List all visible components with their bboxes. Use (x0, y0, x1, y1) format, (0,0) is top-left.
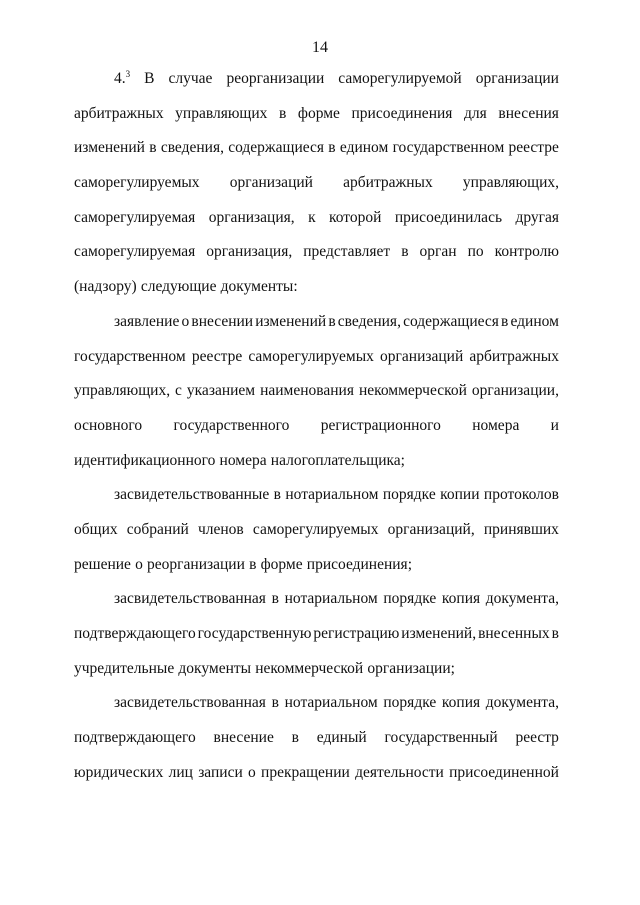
word: другая (515, 208, 559, 226)
text-line (74, 62, 559, 97)
text-line (74, 374, 559, 409)
word: государственном (392, 139, 505, 157)
word: учредительные (74, 659, 175, 677)
word: в (401, 243, 409, 261)
word: сведения, (337, 312, 401, 330)
word: государственную (197, 625, 312, 642)
text-line (74, 513, 559, 548)
word: саморегулируемая (74, 208, 196, 226)
word: присоединения (351, 104, 453, 122)
word: случае (168, 70, 213, 87)
word: организации, (471, 382, 559, 400)
word: внесенных (478, 625, 550, 642)
word: внесении (191, 312, 254, 330)
word: содержащиеся (403, 312, 499, 330)
paragraph (74, 582, 559, 686)
word: В (144, 70, 155, 87)
word: едином (510, 312, 559, 330)
word: юридических (74, 763, 164, 781)
word: контролю (494, 243, 559, 261)
word: изменений, (401, 625, 477, 642)
word: документы (178, 659, 252, 677)
word: управляющих (175, 104, 268, 122)
word: в (271, 694, 279, 712)
word: государственного (173, 416, 290, 434)
word: записи (198, 763, 243, 781)
word: налогоплательщика; (270, 451, 405, 469)
word: в (278, 104, 287, 122)
word: представляет (303, 243, 391, 261)
word: в (249, 555, 257, 573)
word: членов (197, 520, 244, 538)
word: порядке (382, 486, 436, 504)
word: принявших (483, 520, 559, 538)
word: в (271, 590, 279, 608)
word: копия (441, 694, 481, 712)
text-line (74, 305, 559, 340)
word: присоединения; (306, 555, 412, 573)
word: регистрационного (320, 416, 441, 434)
word: регистрацию (313, 625, 400, 642)
word: организации; (367, 659, 455, 677)
word: порядке (383, 694, 437, 712)
document-body (74, 62, 559, 790)
word: в (149, 139, 157, 157)
word: саморегулируемых (252, 520, 379, 538)
word: прекращении (261, 763, 350, 781)
text-line (74, 235, 559, 270)
word: государственный (384, 729, 498, 747)
word: в (551, 625, 559, 642)
word: саморегулируемых (74, 174, 200, 192)
word: орган (419, 243, 457, 261)
word: присоединилась (394, 208, 503, 226)
word: едином (339, 139, 389, 157)
word: внесение (213, 729, 274, 747)
word: управляющих, (462, 174, 559, 192)
word: саморегулируемых (248, 347, 374, 365)
word: в (328, 312, 336, 330)
word: саморегулируемой (338, 70, 462, 87)
word: организация, (208, 208, 295, 226)
word: некоммерческой (358, 382, 467, 400)
text-line (74, 270, 559, 305)
word: копия (441, 590, 481, 608)
word: подтверждающего (74, 625, 196, 642)
word: изменений (74, 139, 145, 157)
word: порядке (383, 590, 437, 608)
word: протоколов (483, 486, 559, 504)
word: некоммерческой (255, 659, 364, 677)
word: управляющих, (74, 382, 171, 400)
word: государственном (74, 347, 186, 365)
paragraph (74, 686, 559, 790)
word: организации (475, 70, 559, 87)
word: форме (260, 555, 303, 573)
word: копии (440, 486, 480, 504)
word: собраний (126, 520, 189, 538)
word: следующие (140, 278, 217, 296)
word: организаций, (387, 520, 475, 538)
word: общих (74, 520, 118, 538)
word: нотариальном (284, 694, 378, 712)
word: нотариальном (285, 486, 379, 504)
word: о (181, 312, 190, 330)
text-line (74, 478, 559, 513)
word: содержащиеся (228, 139, 325, 157)
text-line (74, 201, 559, 236)
word: которой (329, 208, 382, 226)
word: реорганизации (226, 70, 325, 87)
paragraph (74, 478, 559, 582)
word: указанием (186, 382, 256, 400)
text-line (74, 409, 559, 444)
word: сведения, (160, 139, 224, 157)
paragraph (74, 305, 559, 478)
paragraph (74, 62, 559, 305)
text-line (74, 131, 559, 166)
page-number: 14 (312, 39, 328, 56)
word: присоединенной (449, 763, 559, 781)
word: деятельности (355, 763, 444, 781)
word: 4.$^3$ (114, 68, 131, 87)
word: изменений (255, 312, 327, 330)
text-line (74, 756, 559, 791)
word: документы: (220, 278, 298, 296)
text-line (74, 686, 559, 721)
word: реорганизации (147, 555, 245, 573)
word: саморегулируемая (74, 243, 196, 261)
word: засвидетельствованная (114, 694, 266, 712)
word: реестре (508, 139, 559, 157)
word: арбитражных (343, 174, 433, 192)
text-line (74, 652, 559, 687)
word: организаций (229, 174, 313, 192)
word: засвидетельствованная (114, 590, 266, 608)
text-line (74, 444, 559, 479)
word: заявление (114, 312, 180, 330)
word: единый (316, 729, 367, 747)
word: к (308, 208, 316, 226)
word: засвидетельствованные (114, 486, 270, 504)
word: решение (74, 555, 131, 573)
word: наименования (260, 382, 354, 400)
word: с (175, 382, 182, 400)
word: по (467, 243, 484, 261)
word: в (501, 312, 509, 330)
word: документа, (485, 694, 559, 712)
word: внесения (498, 104, 559, 122)
word: организаций (380, 347, 464, 365)
word: реестр (515, 729, 559, 747)
word: лиц (168, 763, 193, 781)
text-line (74, 721, 559, 756)
word: в (291, 729, 299, 747)
text-line (74, 166, 559, 201)
word: номера (219, 451, 267, 469)
word: для (464, 104, 487, 122)
word: основного (74, 416, 143, 434)
word: о (248, 763, 256, 781)
text-line (74, 582, 559, 617)
word: номера (472, 416, 520, 434)
word: в (273, 486, 281, 504)
word: нотариальном (284, 590, 378, 608)
word: организация, (206, 243, 293, 261)
word: подтверждающего (74, 729, 196, 747)
text-line (74, 617, 559, 652)
word: идентификационного (74, 451, 216, 469)
word: (надзору) (74, 278, 137, 296)
text-line (74, 340, 559, 375)
word: арбитражных (74, 104, 164, 122)
word: и (550, 416, 559, 434)
word: арбитражных (469, 347, 559, 365)
word: реестре (191, 347, 243, 365)
text-line (74, 97, 559, 132)
word: форме (297, 104, 340, 122)
word: о (135, 555, 143, 573)
word: в (328, 139, 336, 157)
text-line (74, 548, 559, 583)
word: документа, (485, 590, 559, 608)
